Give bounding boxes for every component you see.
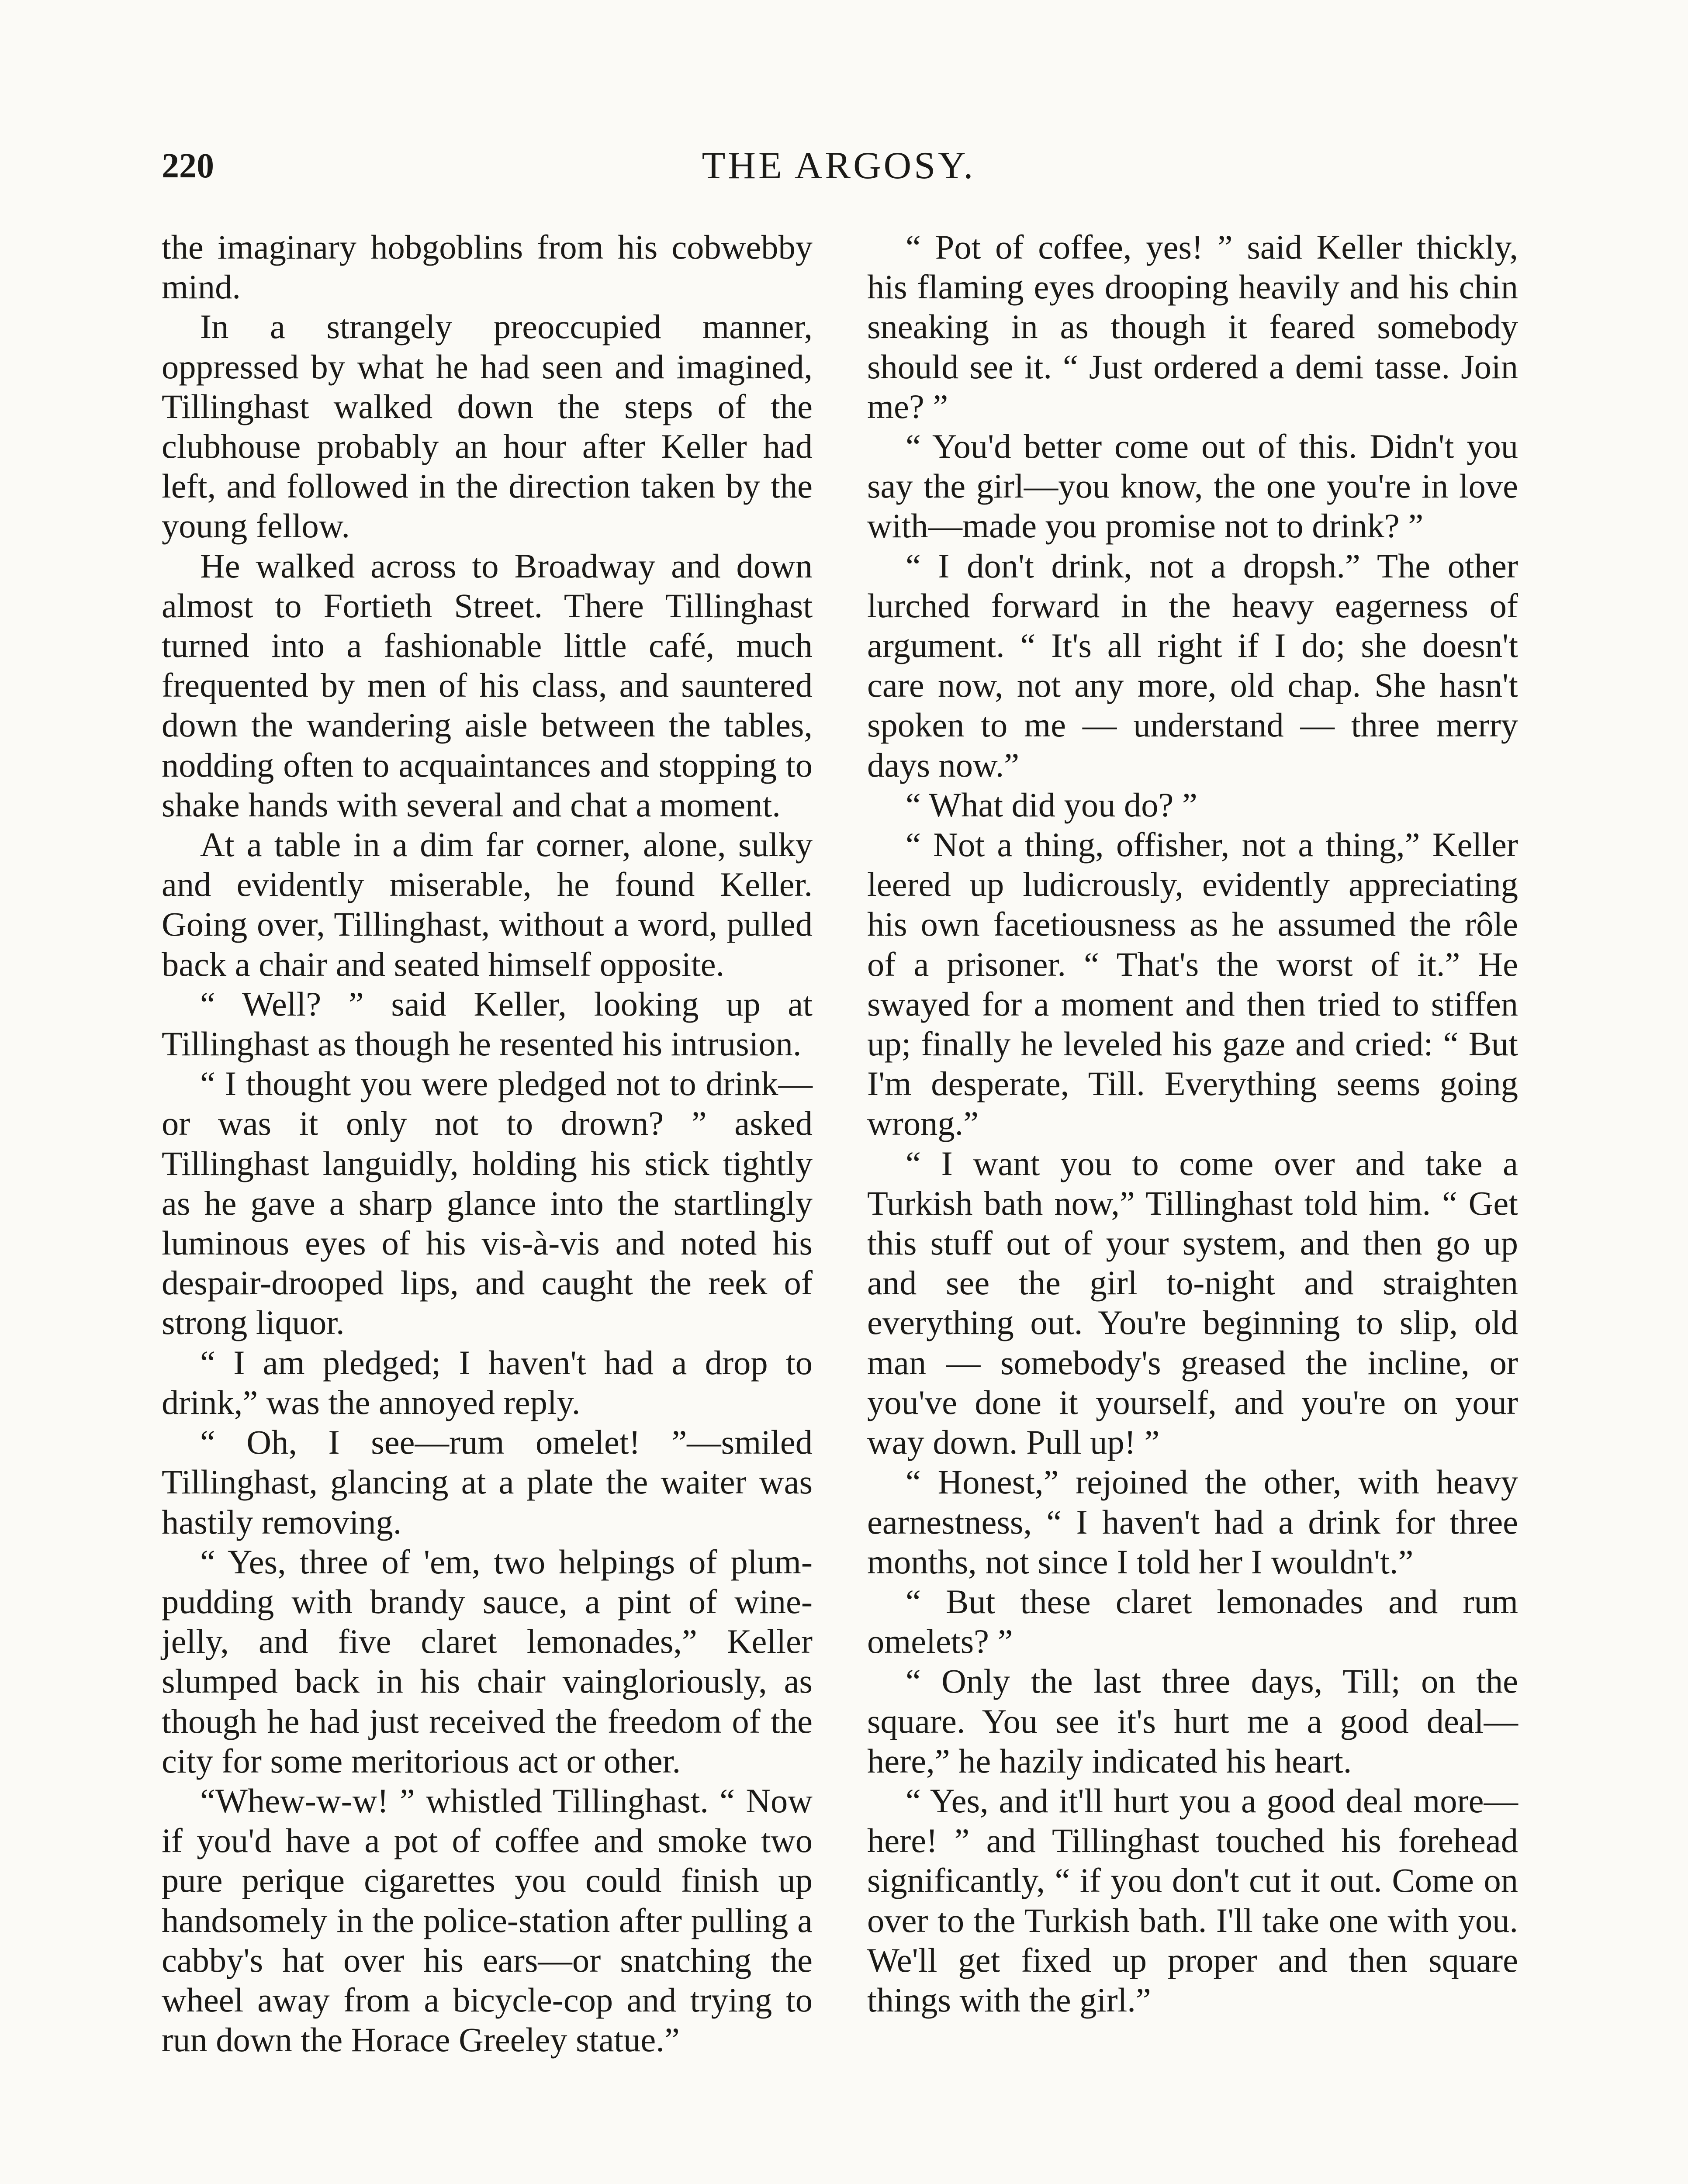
paragraph: the imaginary hobgoblins from his cobwebby mind.	[162, 228, 813, 306]
paragraph: “ Well? ” said Keller, looking up at Tillinghast as though he resented his intrusion.	[162, 985, 813, 1063]
right-column	[867, 227, 1518, 2020]
paragraph: “ I thought you were pledged not to drink—or was it only not to drown? ” asked Tillinghast languidly, holding his stick tightly as he gave a sharp glance into the startlingly luminous eyes of his vis-à-vis and noted his despair-drooped lips, and caught the reek of strong liquor.	[162, 1064, 813, 1342]
paragraph: “ I don't drink, not a dropsh.” The other lurched forward in the heavy eagerness of argument. “ It's all right if I do; she doesn't care now, not any more, old chap. She hasn't spoken to me — understand — three merry days now.”	[867, 546, 1518, 784]
paragraph: “ What did you do? ”	[906, 785, 1197, 824]
paragraph: In a strangely preoccupied manner, oppressed by what he had seen and imagined, Tillinghast walked down the steps of the clubhouse probably an hour after Keller had left, and followed in the direction taken by the young fellow.	[162, 308, 813, 545]
paragraph: “ Honest,” rejoined the other, with heavy earnestness, “ I haven't had a drink for three months, not since I told her I wouldn't.”	[867, 1463, 1518, 1581]
paragraph: “ You'd better come out of this. Didn't you say the girl—you know, the one you're in love with—made you promise not to drink? ”	[867, 427, 1518, 545]
page-header	[157, 140, 1520, 192]
left-column	[162, 227, 813, 2060]
paragraph: “ But these claret lemonades and rum omelets? ”	[867, 1582, 1518, 1661]
paragraph: “Whew-w-w! ” whistled Tillinghast. “ Now if you'd have a pot of coffee and smoke two pure perique cigarettes you could finish up handsomely in the police-station after pulling a cabby's hat over his ears—or snatching the wheel away from a bicycle-cop and trying to run down the Horace Greeley statue.”	[162, 1781, 813, 2059]
paragraph: “ Yes, and it'll hurt you a good deal more—here! ” and Tillinghast touched his forehead significantly, “ if you don't cut it out. Come on over to the Turkish bath. I'll take one with you. We'll get fixed up proper and then square things with the girl.”	[867, 1781, 1518, 2019]
page-number: 220	[162, 147, 214, 185]
paragraph: “ Yes, three of 'em, two helpings of plum-pudding with brandy sauce, a pint of wine-jelly, and five claret lemonades,” Keller slumped back in his chair vaingloriously, as though he had just received the freedom of the city for some meritorious act or other.	[162, 1542, 813, 1780]
paragraph: “ I am pledged; I haven't had a drop to drink,” was the annoyed reply.	[162, 1343, 813, 1421]
paragraph: “ Oh, I see—rum omelet! ”—smiled Tillinghast, glancing at a plate the waiter was hastily removing.	[162, 1423, 813, 1541]
paragraph: “ Not a thing, offisher, not a thing,” Keller leered up ludicrously, evidently appreciating his own facetiousness as he assumed the rôle of a prisoner. “ That's the worst of it.” He swayed for a moment and then tried to stiffen up; finally he leveled his gaze and cried: “ But I'm desperate, Till. Everything seems going wrong.”	[867, 826, 1518, 1143]
paragraph: He walked across to Broadway and down almost to Fortieth Street. There Tillinghast turned into a fashionable little café, much frequented by men of his class, and sauntered down the wandering aisle between the tables, nodding often to acquaintances and stopping to shake hands with several and chat a moment.	[162, 546, 813, 824]
paragraph: At a table in a dim far corner, alone, sulky and evidently miserable, he found Keller. Going over, Tillinghast, without a word, pulled back a chair and seated himself opposite.	[162, 826, 813, 983]
running-head: THE ARGOSY.	[702, 145, 976, 187]
paragraph: “ I want you to come over and take a Turkish bath now,” Tillinghast told him. “ Get this stuff out of your system, and then go up and see the girl to-night and straighten everything out. You're beginning to slip, old man — somebody's greased the incline, or you've done it yourself, and you're on your way down. Pull up! ”	[867, 1144, 1518, 1462]
paragraph: “ Only the last three days, Till; on the square. You see it's hurt me a good deal—here,” he hazily indicated his heart.	[867, 1662, 1518, 1780]
paragraph: “ Pot of coffee, yes! ” said Keller thickly, his flaming eyes drooping heavily and his chin sneaking in as though it feared somebody should see it. “ Just ordered a demi tasse. Join me? ”	[867, 228, 1518, 425]
